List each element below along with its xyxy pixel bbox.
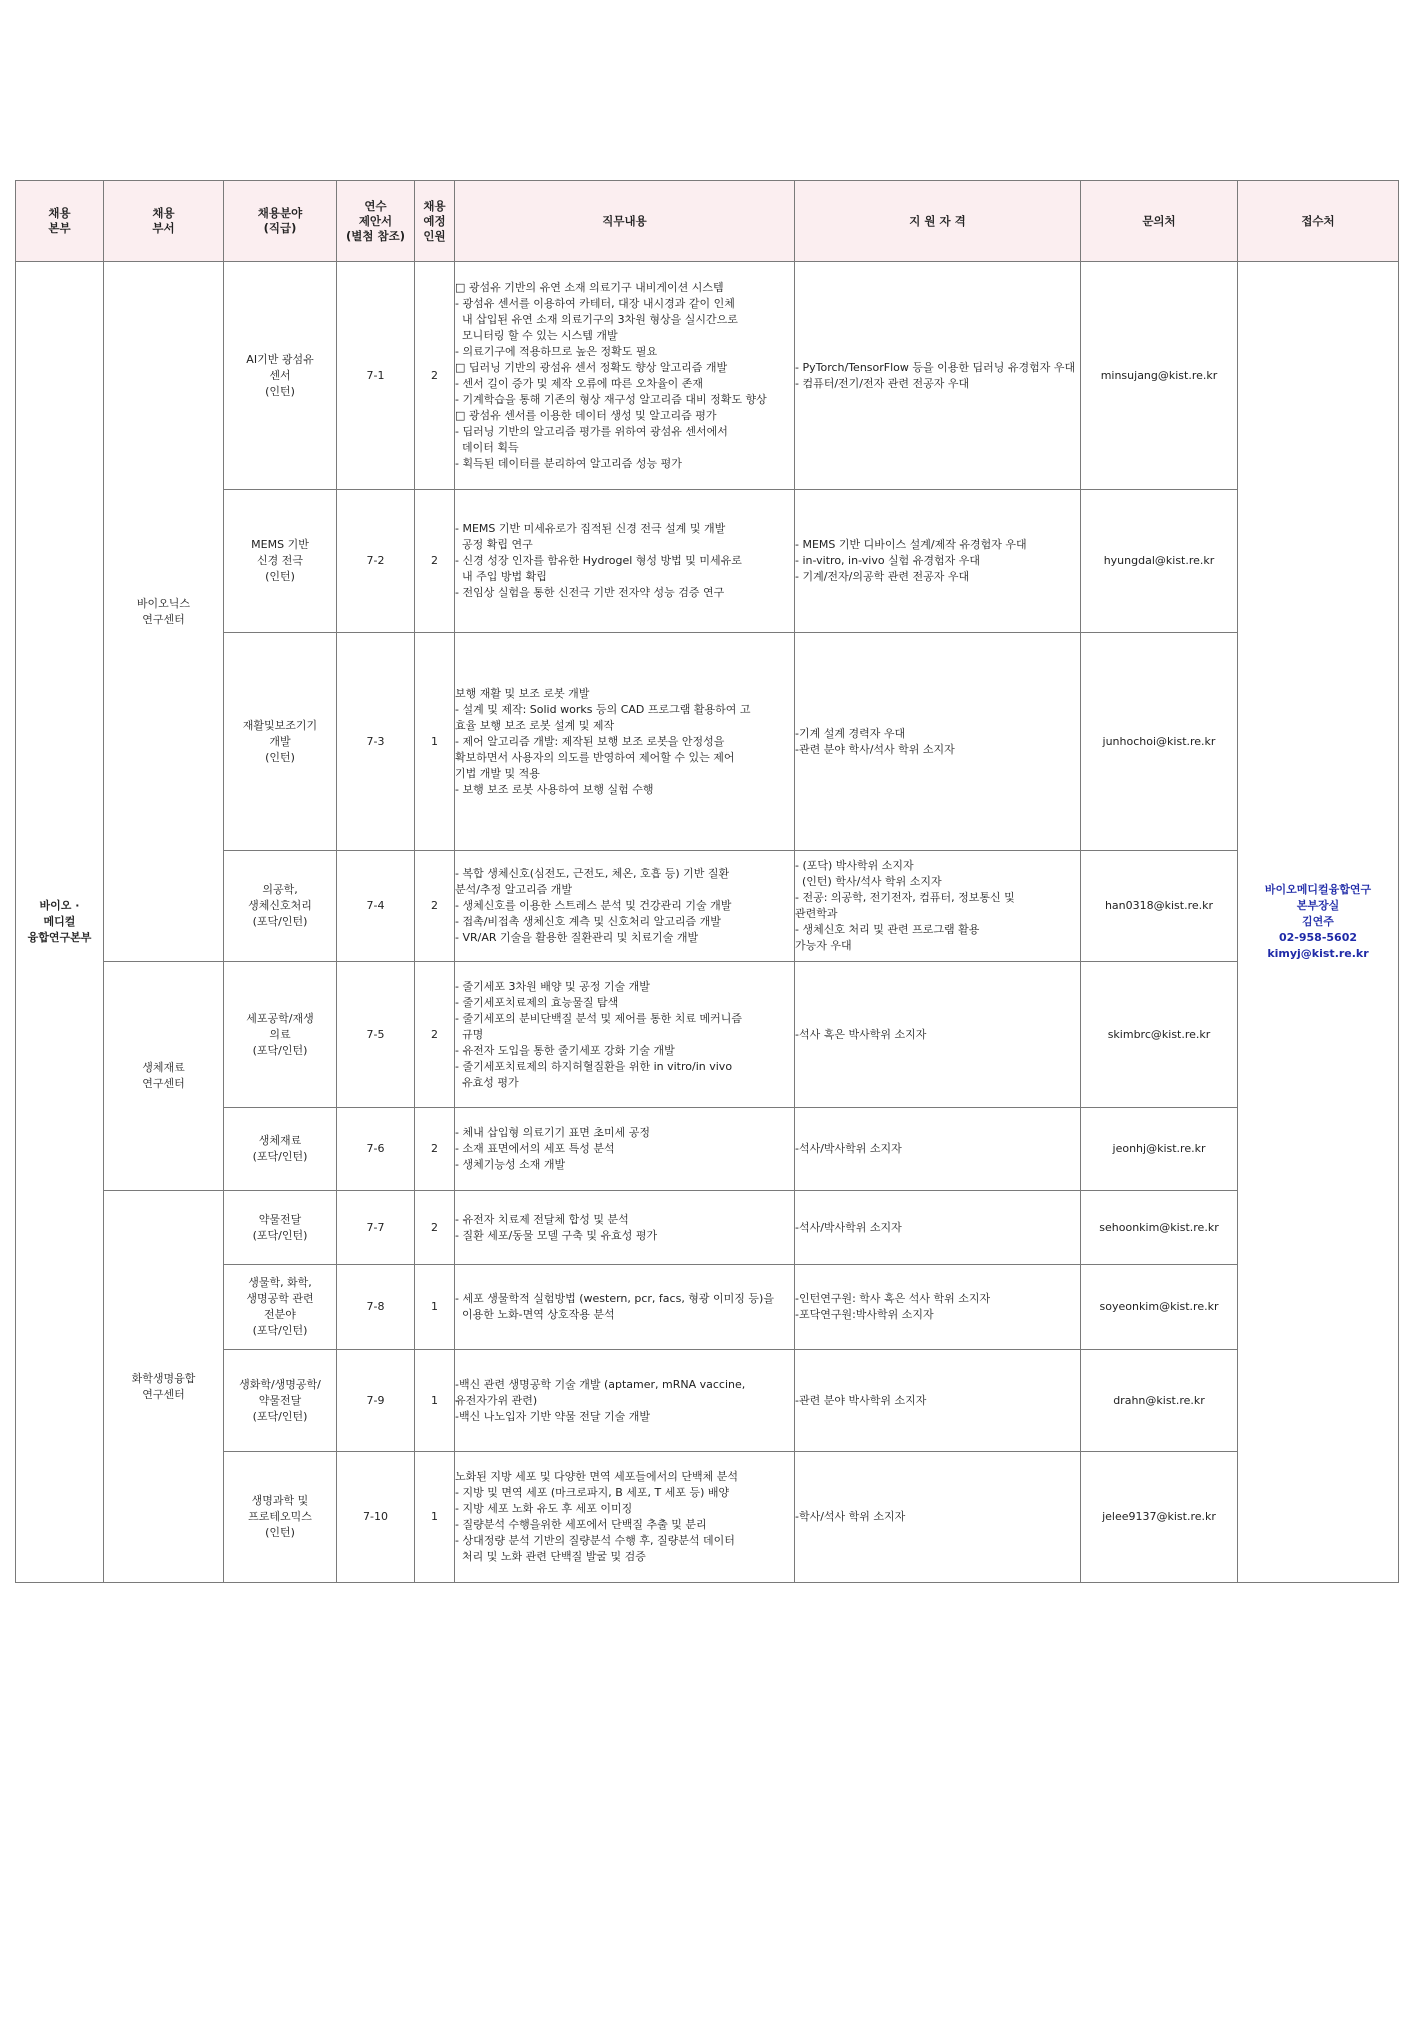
- duty-line: - MEMS 기반 미세유로가 집적된 신경 전극 설계 및 개발: [455, 522, 726, 535]
- duty-line: - 복합 생체신호(심전도, 근전도, 체온, 호흡 등) 기반 질환: [455, 867, 730, 880]
- qualification-line: -기계 설계 경력자 우대: [795, 726, 906, 740]
- qualification-line: - MEMS 기반 디바이스 설계/제작 유경험자 우대: [795, 538, 1027, 551]
- contact-email[interactable]: han0318@kist.re.kr: [1081, 851, 1238, 962]
- table-row: [16, 1452, 1399, 1583]
- duty-line: - 세포 생물학적 실험방법 (western, pcr, facs, 형광 이미징 등)을: [455, 1292, 774, 1305]
- duty-line: - 상대정량 분석 기반의 질량분석 수행 후, 질량분석 데이터: [455, 1534, 735, 1547]
- header-hq: 채용 본부: [16, 181, 104, 262]
- qualifications-cell: [795, 851, 1081, 962]
- duties-cell: [455, 1191, 795, 1265]
- header-duties: 직무내용: [455, 181, 795, 262]
- duty-line: 보행 재활 및 보조 로봇 개발: [455, 686, 590, 700]
- duty-line: - 획득된 데이터를 분리하여 알고리즘 성능 평가: [455, 456, 682, 470]
- qualification-line: -관련 분야 학사/석사 학위 소지자: [795, 742, 955, 756]
- field-cell: 세포공학/재생 의료 (포닥/인턴): [224, 962, 337, 1108]
- duties-cell: [455, 962, 795, 1108]
- duties-cell: [455, 490, 795, 633]
- duty-line: - 접촉/비접촉 생체신호 계측 및 신호처리 알고리즘 개발: [455, 915, 721, 928]
- duty-line: - 줄기세포의 분비단백질 분석 및 제어를 통한 치료 메커니즘: [455, 1011, 742, 1025]
- qualification-line: -석사/박사학위 소지자: [795, 1142, 902, 1155]
- duty-line: - 지방 세포 노화 유도 후 세포 이미징: [455, 1502, 633, 1515]
- header-field: 채용분야 (직급): [224, 181, 337, 262]
- duty-line: 이용한 노화-면역 상호작용 분석: [455, 1308, 615, 1321]
- reception-cell: 바이오메디컬융합연구 본부장실 김연주 02-958-5602 kimyj@kist.re.kr: [1238, 262, 1399, 1583]
- duty-line: 내 삽입된 유연 소재 의료기구의 3차원 형상을 실시간으로: [455, 312, 738, 326]
- contact-email[interactable]: hyungdal@kist.re.kr: [1081, 490, 1238, 633]
- duty-line: - 기계학습을 통해 기존의 형상 재구성 알고리즘 대비 정확도 향상: [455, 392, 767, 406]
- contact-email[interactable]: jelee9137@kist.re.kr: [1081, 1452, 1238, 1583]
- duty-line: 공정 확립 연구: [455, 538, 533, 551]
- count-cell: 2: [415, 1191, 455, 1265]
- duty-line: - VR/AR 기술을 활용한 질환관리 및 치료기술 개발: [455, 931, 699, 944]
- duty-line: - 딥러닝 기반의 알고리즘 평가를 위하여 광섬유 센서에서: [455, 424, 728, 438]
- count-cell: 2: [415, 851, 455, 962]
- contact-email[interactable]: minsujang@kist.re.kr: [1081, 262, 1238, 490]
- proposal-cell: 7-7: [337, 1191, 415, 1265]
- table-row: [16, 633, 1399, 851]
- duty-line: - 설계 및 제작: Solid works 등의 CAD 프로그램 활용하여 고: [455, 702, 751, 716]
- table-row: [16, 1108, 1399, 1191]
- field-cell: 생체재료 (포닥/인턴): [224, 1108, 337, 1191]
- duty-line: 유전자가위 관련): [455, 1393, 538, 1407]
- table-row: [16, 262, 1399, 490]
- duty-line: - 지방 및 면역 세포 (마크로파지, B 세포, T 세포 등) 배양: [455, 1486, 730, 1499]
- count-cell: 1: [415, 1350, 455, 1452]
- duty-line: - 제어 알고리즘 개발: 제작된 보행 보조 로봇을 안정성을: [455, 734, 725, 748]
- proposal-cell: 7-6: [337, 1108, 415, 1191]
- qualifications-cell: [795, 1108, 1081, 1191]
- duty-line: - 줄기세포 3차원 배양 및 공정 기술 개발: [455, 979, 650, 993]
- count-cell: 1: [415, 633, 455, 851]
- proposal-cell: 7-5: [337, 962, 415, 1108]
- field-cell: 의공학, 생체신호처리 (포닥/인턴): [224, 851, 337, 962]
- header-row: [16, 181, 1399, 262]
- count-cell: 1: [415, 1452, 455, 1583]
- qualification-line: -학사/석사 학위 소지자: [795, 1510, 906, 1523]
- duty-line: - 전임상 실험을 통한 신전극 기반 전자약 성능 검증 연구: [455, 586, 725, 599]
- table-row: [16, 1265, 1399, 1350]
- duty-line: 효율 보행 보조 로봇 설계 및 제작: [455, 718, 615, 732]
- duty-line: - 광섬유 센서를 이용하여 카테터, 대장 내시경과 같이 인체: [455, 296, 735, 310]
- qualifications-cell: [795, 262, 1081, 490]
- duty-line: - 보행 보조 로봇 사용하여 보행 실험 수행: [455, 782, 654, 796]
- duty-line: - 생체기능성 소재 개발: [455, 1158, 566, 1171]
- duty-line: -백신 나노입자 기반 약물 전달 기술 개발: [455, 1409, 650, 1423]
- proposal-cell: 7-10: [337, 1452, 415, 1583]
- qualification-line: 가능자 우대: [795, 939, 852, 952]
- contact-email[interactable]: drahn@kist.re.kr: [1081, 1350, 1238, 1452]
- table-row: [16, 962, 1399, 1108]
- field-cell: 약물전달 (포닥/인턴): [224, 1191, 337, 1265]
- duty-line: - 의료기구에 적용하므로 높은 정확도 필요: [455, 344, 658, 358]
- duty-line: □ 광섬유 센서를 이용한 데이터 생성 및 알고리즘 평가: [455, 408, 717, 422]
- header-count: 채용 예정 인원: [415, 181, 455, 262]
- duty-line: - 유전자 치료제 전달체 합성 및 분석: [455, 1212, 629, 1226]
- count-cell: 2: [415, 1108, 455, 1191]
- field-cell: AI기반 광섬유 센서 (인턴): [224, 262, 337, 490]
- proposal-cell: 7-8: [337, 1265, 415, 1350]
- field-cell: 생물학, 화학, 생명공학 관련 전분야 (포닥/인턴): [224, 1265, 337, 1350]
- duty-line: - 줄기세포치료제의 효능물질 탐색: [455, 995, 619, 1009]
- duty-line: - 유전자 도입을 통한 줄기세포 강화 기술 개발: [455, 1043, 675, 1057]
- count-cell: 2: [415, 262, 455, 490]
- duty-line: 분석/추정 알고리즘 개발: [455, 883, 572, 896]
- duty-line: - 신경 성장 인자를 함유한 Hydrogel 형성 방법 및 미세유로: [455, 554, 742, 567]
- contact-email[interactable]: junhochoi@kist.re.kr: [1081, 633, 1238, 851]
- duty-line: 모니터링 할 수 있는 시스템 개발: [455, 328, 618, 342]
- count-cell: 2: [415, 490, 455, 633]
- qualification-line: -석사 혹은 박사학위 소지자: [795, 1027, 927, 1041]
- duties-cell: [455, 1265, 795, 1350]
- qualification-line: - in-vitro, in-vivo 실험 유경험자 우대: [795, 554, 981, 567]
- qualifications-cell: [795, 1350, 1081, 1452]
- hq-cell: 바이오 · 메디컬 융합연구본부: [16, 262, 104, 1583]
- duties-cell: [455, 851, 795, 962]
- duty-line: 규명: [455, 1027, 484, 1041]
- count-cell: 2: [415, 962, 455, 1108]
- field-cell: MEMS 기반 신경 전극 (인턴): [224, 490, 337, 633]
- dept-cell: 화학생명융합 연구센터: [104, 1191, 224, 1583]
- duty-line: 노화된 지방 세포 및 다양한 면역 세포들에서의 단백체 분석: [455, 1470, 738, 1483]
- qualification-line: (인턴) 학사/석사 학위 소지자: [795, 875, 942, 888]
- qualification-line: - 컴퓨터/전기/전자 관련 전공자 우대: [795, 376, 970, 390]
- duty-line: 확보하면서 사용자의 의도를 반영하여 제어할 수 있는 제어: [455, 750, 735, 764]
- qualification-line: - 기계/전자/의공학 관련 전공자 우대: [795, 570, 970, 583]
- duties-cell: [455, 1452, 795, 1583]
- duties-cell: [455, 262, 795, 490]
- qualification-line: -관련 분야 박사학위 소지자: [795, 1393, 927, 1407]
- qualification-line: -인턴연구원: 학사 혹은 석사 학위 소지자: [795, 1292, 991, 1305]
- dept-cell: 바이오닉스 연구센터: [104, 262, 224, 962]
- header-qualifications: 지 원 자 격: [795, 181, 1081, 262]
- proposal-cell: 7-2: [337, 490, 415, 633]
- qualification-line: -석사/박사학위 소지자: [795, 1220, 902, 1234]
- proposal-cell: 7-3: [337, 633, 415, 851]
- header-dept: 채용 부서: [104, 181, 224, 262]
- header-reception: 접수처: [1238, 181, 1399, 262]
- duty-line: - 질환 세포/동물 모델 구축 및 유효성 평가: [455, 1228, 658, 1242]
- dept-cell: 생체재료 연구센터: [104, 962, 224, 1191]
- contact-email[interactable]: soyeonkim@kist.re.kr: [1081, 1265, 1238, 1350]
- duty-line: 데이터 획득: [455, 440, 519, 454]
- contact-email[interactable]: jeonhj@kist.re.kr: [1081, 1108, 1238, 1191]
- proposal-cell: 7-1: [337, 262, 415, 490]
- count-cell: 1: [415, 1265, 455, 1350]
- table-row: [16, 490, 1399, 633]
- duty-line: 내 주입 방법 확립: [455, 570, 547, 583]
- duty-line: - 체내 삽입형 의료기기 표면 초미세 공정: [455, 1126, 650, 1139]
- proposal-cell: 7-4: [337, 851, 415, 962]
- qualification-line: -포닥연구원:박사학위 소지자: [795, 1308, 934, 1321]
- duties-cell: [455, 633, 795, 851]
- field-cell: 재활및보조기기 개발 (인턴): [224, 633, 337, 851]
- duties-cell: [455, 1108, 795, 1191]
- table-row: [16, 851, 1399, 962]
- duty-line: - 줄기세포치료제의 하지허혈질환을 위한 in vitro/in vivo: [455, 1059, 733, 1073]
- duty-line: □ 광섬유 기반의 유연 소재 의료기구 내비게이션 시스템: [455, 280, 724, 294]
- duty-line: -백신 관련 생명공학 기술 개발 (aptamer, mRNA vaccine,: [455, 1377, 746, 1391]
- duty-line: - 소재 표면에서의 세포 특성 분석: [455, 1142, 615, 1155]
- qualifications-cell: [795, 1265, 1081, 1350]
- table-row: [16, 1191, 1399, 1265]
- table-row: [16, 1350, 1399, 1452]
- qualifications-cell: [795, 633, 1081, 851]
- header-contact: 문의처: [1081, 181, 1238, 262]
- qualifications-cell: [795, 962, 1081, 1108]
- qualifications-cell: [795, 490, 1081, 633]
- duty-line: - 센서 길이 증가 및 제작 오류에 따른 오차율이 존재: [455, 376, 703, 390]
- duty-line: □ 딥러닝 기반의 광섬유 센서 정확도 향상 알고리즘 개발: [455, 360, 728, 374]
- qualification-line: - (포닥) 박사학위 소지자: [795, 859, 914, 872]
- qualification-line: 관련학과: [795, 907, 838, 920]
- duty-line: - 질량분석 수행을위한 세포에서 단백질 추출 및 분리: [455, 1518, 707, 1531]
- recruitment-table: [15, 180, 1399, 1583]
- qualification-line: - 전공: 의공학, 전기전자, 컴퓨터, 정보통신 및: [795, 891, 1015, 904]
- duties-cell: [455, 1350, 795, 1452]
- field-cell: 생화학/생명공학/ 약물전달 (포닥/인턴): [224, 1350, 337, 1452]
- proposal-cell: 7-9: [337, 1350, 415, 1452]
- qualification-line: - PyTorch/TensorFlow 등을 이용한 딥러닝 유경험자 우대: [795, 360, 1076, 374]
- qualification-line: - 생체신호 처리 및 관련 프로그램 활용: [795, 923, 980, 936]
- duty-line: - 생체신호를 이용한 스트레스 분석 및 건강관리 기술 개발: [455, 899, 732, 912]
- contact-email[interactable]: sehoonkim@kist.re.kr: [1081, 1191, 1238, 1265]
- duty-line: 기법 개발 및 적용: [455, 766, 540, 780]
- contact-email[interactable]: skimbrc@kist.re.kr: [1081, 962, 1238, 1108]
- duty-line: 유효성 평가: [455, 1075, 519, 1089]
- qualifications-cell: [795, 1452, 1081, 1583]
- qualifications-cell: [795, 1191, 1081, 1265]
- duty-line: 처리 및 노화 관련 단백질 발굴 및 검증: [455, 1550, 646, 1563]
- field-cell: 생명과학 및 프로테오믹스 (인턴): [224, 1452, 337, 1583]
- header-proposal: 연수 제안서 (별첨 참조): [337, 181, 415, 262]
